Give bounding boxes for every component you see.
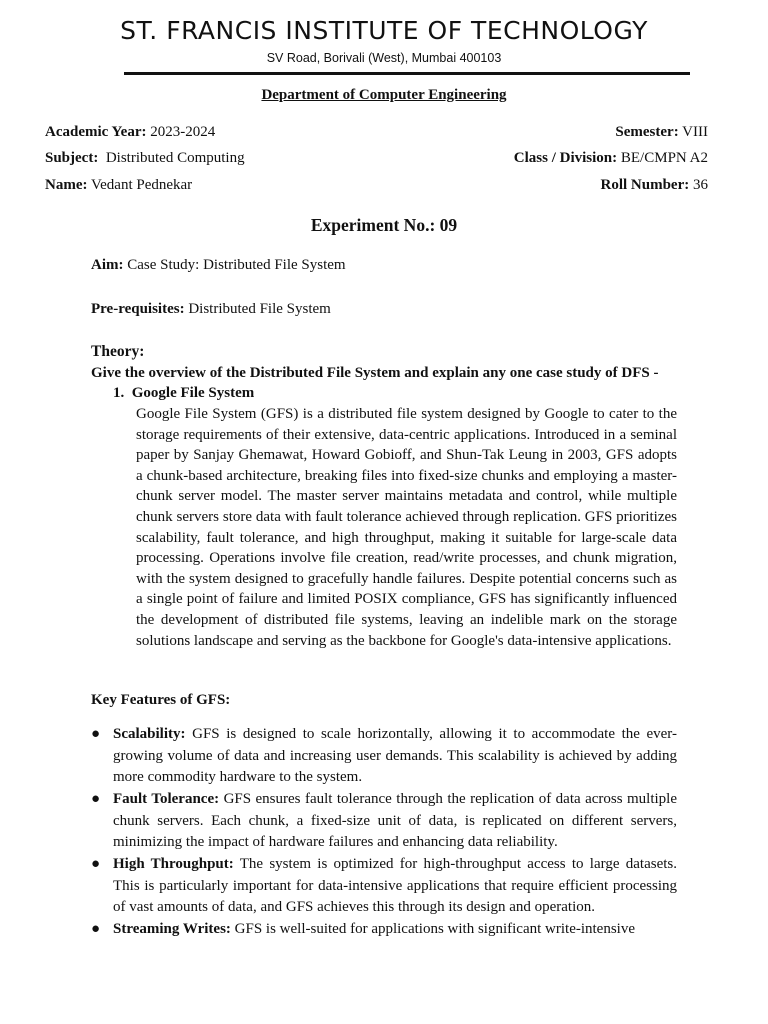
theory-heading: Theory: [91,343,145,360]
name-label: Name: [45,177,88,193]
feature-item [91,919,677,941]
feature-title: Fault Tolerance: [113,791,220,807]
bullet-icon: ● [91,856,101,872]
info-row-year [45,123,708,141]
feature-text: The system is optimized for high-throughput access to large datasets. This is particularly important for data-intensive applications that require efficient processing of vast amounts of data, and GFS achieves this through its design and operation. [113,856,678,916]
feature-item [91,724,677,789]
academic-year [45,123,215,141]
roll-value: 36 [693,177,708,193]
feature-text: GFS is well-suited for applications with significant write-intensive [234,921,636,937]
header-divider [124,72,690,75]
student-name [45,176,192,194]
aim-value: Case Study: Distributed File System [127,257,346,273]
academic-year-value: 2023-2024 [150,124,216,140]
semester-value: VIII [682,124,708,140]
gfs-item-heading [113,384,254,402]
prereq-label: Pre-requisites: [91,301,185,317]
subject-label: Subject: [45,150,99,166]
key-features-heading: Key Features of GFS: [91,692,231,708]
feature-text: GFS is designed to scale horizontally, allowing it to accommodate the ever-growing volume of data and increasing user demands. This scalability is achieved by adding more commodity hardware to the system. [113,726,677,786]
info-row-subject [45,149,708,167]
academic-year-label: Academic Year: [45,124,147,140]
bullet-icon: ● [91,921,101,937]
class-label: Class / Division: [513,150,618,166]
info-row-name [45,176,708,194]
semester [615,123,708,141]
bullet-icon: ● [91,791,101,807]
prereq-value: Distributed File System [188,301,331,317]
prerequisites [91,300,331,318]
experiment-title: Experiment No.: 09 [310,215,458,235]
subject [45,149,245,167]
subject-value: Distributed Computing [105,150,245,166]
gfs-paragraph: Google File System (GFS) is a distributed file system designed by Google to cater to the storage requirements of their extensive, data-centric applications. Introduced in a seminal paper by Sanjay Ghemawat, Howard Gobioff, and Shun-Tak Leung in 2003, GFS adopts a chunk-based architecture, breaking files into fixed-size chunks and employing a master-chunk server model. The master server maintains metadata and control, while multiple chunk servers store data with fault tolerance achieved through replication. GFS prioritizes scalability, fault tolerance, and high throughput, making it suitable for large-scale data processing. Operations involve file creation, read/write processes, and chunk migration, with the system designed to gracefully handle failures. Despite potential concerns such as a single point of failure and limited POSIX compliance, GFS has significantly influenced the development of distributed file systems, leaving an indelible mark on the storage solutions landscape and serving as the backbone for Google's data-intensive applications. [136,406,677,649]
name-value: Vedant Pednekar [90,177,193,193]
roll-label: Roll Number: [600,177,690,193]
class-value: BE/CMPN A2 [620,150,708,166]
gfs-item-number: 1. [113,385,125,401]
semester-label: Semester: [615,124,679,140]
theory-question: Give the overview of the Distributed File System and explain any one case study of DFS - [91,365,659,381]
institute-address: SV Road, Borivali (West), Mumbai 400103 [266,51,502,65]
feature-item [91,854,677,919]
gfs-item-title: Google File System [131,385,255,401]
feature-title: Streaming Writes: [113,921,231,937]
feature-item [91,789,677,854]
feature-title: High Throughput: [113,856,234,872]
aim [91,256,346,274]
class-division [514,149,708,167]
institute-name: ST. FRANCIS INSTITUTE OF TECHNOLOGY [120,16,648,45]
aim-label: Aim: [91,257,124,273]
feature-title: Scalability: [113,726,186,742]
roll-number [601,176,709,194]
feature-text: GFS ensures fault tolerance through the replication of data across multiple chunk servers. Each chunk, a fixed-size unit of data, is replicated on different servers, minimizing the impact of hardware failures and enhancing data reliability. [113,791,677,851]
department-title: Department of Computer Engineering [261,87,507,103]
bullet-icon: ● [91,726,101,742]
